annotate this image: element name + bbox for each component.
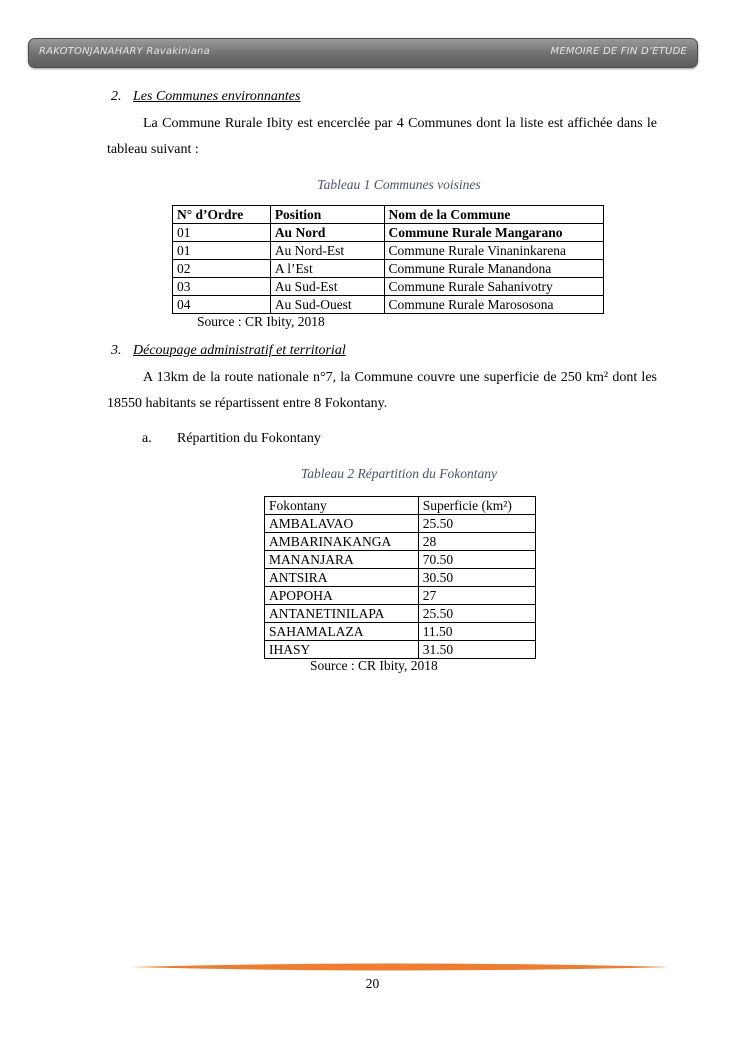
page-number: 20 [365,976,380,991]
table-row [173,224,604,242]
table-communes-voisines [172,205,604,314]
table-row [265,551,536,569]
table-1-source: Source : CR Ibity, 2018 [197,314,325,329]
section-3-title: Découpage administratif et territorial [133,343,346,358]
table-row [265,569,536,587]
section-2-heading [111,89,300,105]
table-header-cell: N° d’Ordre [173,206,271,224]
table-cell: 28 [418,533,535,551]
table-header-row [265,497,536,515]
table-row [173,296,604,314]
table-cell: Au Nord-Est [270,242,384,260]
table-row [173,242,604,260]
subsection-a-title: Répartition du Fokontany [177,431,321,446]
table-cell: Commune Rurale Vinaninkarena [384,242,603,260]
table-cell: 27 [418,587,535,605]
table-cell: 02 [173,260,271,278]
table-cell: 31.50 [418,641,535,659]
table-row [265,641,536,659]
section-3-number: 3. [111,343,122,358]
table-row [173,260,604,278]
page-header [28,38,698,68]
table-header-cell: Superficie (km²) [418,497,535,515]
table-header-cell: Nom de la Commune [384,206,603,224]
table-cell: Commune Rurale Mangarano [384,224,603,242]
table-cell: 25.50 [418,515,535,533]
table-header-cell: Fokontany [265,497,419,515]
table-cell: 70.50 [418,551,535,569]
table-header-row [173,206,604,224]
table-cell: ANTSIRA [265,569,419,587]
table-cell: Commune Rurale Sahanivotry [384,278,603,296]
table-cell: AMBARINAKANGA [265,533,419,551]
table-cell: SAHAMALAZA [265,623,419,641]
table-cell: 04 [173,296,271,314]
table-row [265,605,536,623]
table-1-caption: Tableau 1 Communes voisines [317,177,481,192]
section-2-paragraph: La Commune Rurale Ibity est encerclée par 4 Communes dont la liste est affichée dans le tableau suivant : [107,116,657,157]
section-3-heading [111,343,346,359]
table-cell: IHASY [265,641,419,659]
table-cell: 03 [173,278,271,296]
table-2-caption: Tableau 2 Répartition du Fokontany [301,466,497,481]
header-author: RAKOTONJANAHARY Ravakiniana [39,46,210,57]
table-2-source: Source : CR Ibity, 2018 [310,658,438,673]
section-2-number: 2. [111,89,122,104]
section-2-title: Les Communes environnantes [133,89,301,104]
table-cell: ANTANETINILAPA [265,605,419,623]
table-repartition-fokontany [264,496,536,659]
table-row [265,515,536,533]
header-doc-type: MEMOIRE DE FIN D’ETUDE [550,46,687,57]
table-header-cell: Position [270,206,384,224]
section-3-paragraph: A 13km de la route nationale n°7, la Commune couvre une superficie de 250 km² dont les 18550 habitants se répartissent entre 8 Fokontany. [107,370,657,411]
table-cell: Commune Rurale Marososona [384,296,603,314]
table-cell: Commune Rurale Manandona [384,260,603,278]
table-cell: MANANJARA [265,551,419,569]
table-cell: 11.50 [418,623,535,641]
subsection-a-heading [142,431,321,447]
table-row [265,533,536,551]
table-row [173,278,604,296]
table-cell: Au Sud-Ouest [270,296,384,314]
table-cell: 01 [173,242,271,260]
footer-accent-line [130,962,670,972]
table-cell: A l’Est [270,260,384,278]
subsection-a-letter: a. [142,431,152,446]
table-cell: 01 [173,224,271,242]
table-cell: APOPOHA [265,587,419,605]
table-row [265,587,536,605]
table-cell: Au Sud-Est [270,278,384,296]
table-cell: AMBALAVAO [265,515,419,533]
table-cell: Au Nord [270,224,384,242]
table-cell: 25.50 [418,605,535,623]
table-cell: 30.50 [418,569,535,587]
table-row [265,623,536,641]
